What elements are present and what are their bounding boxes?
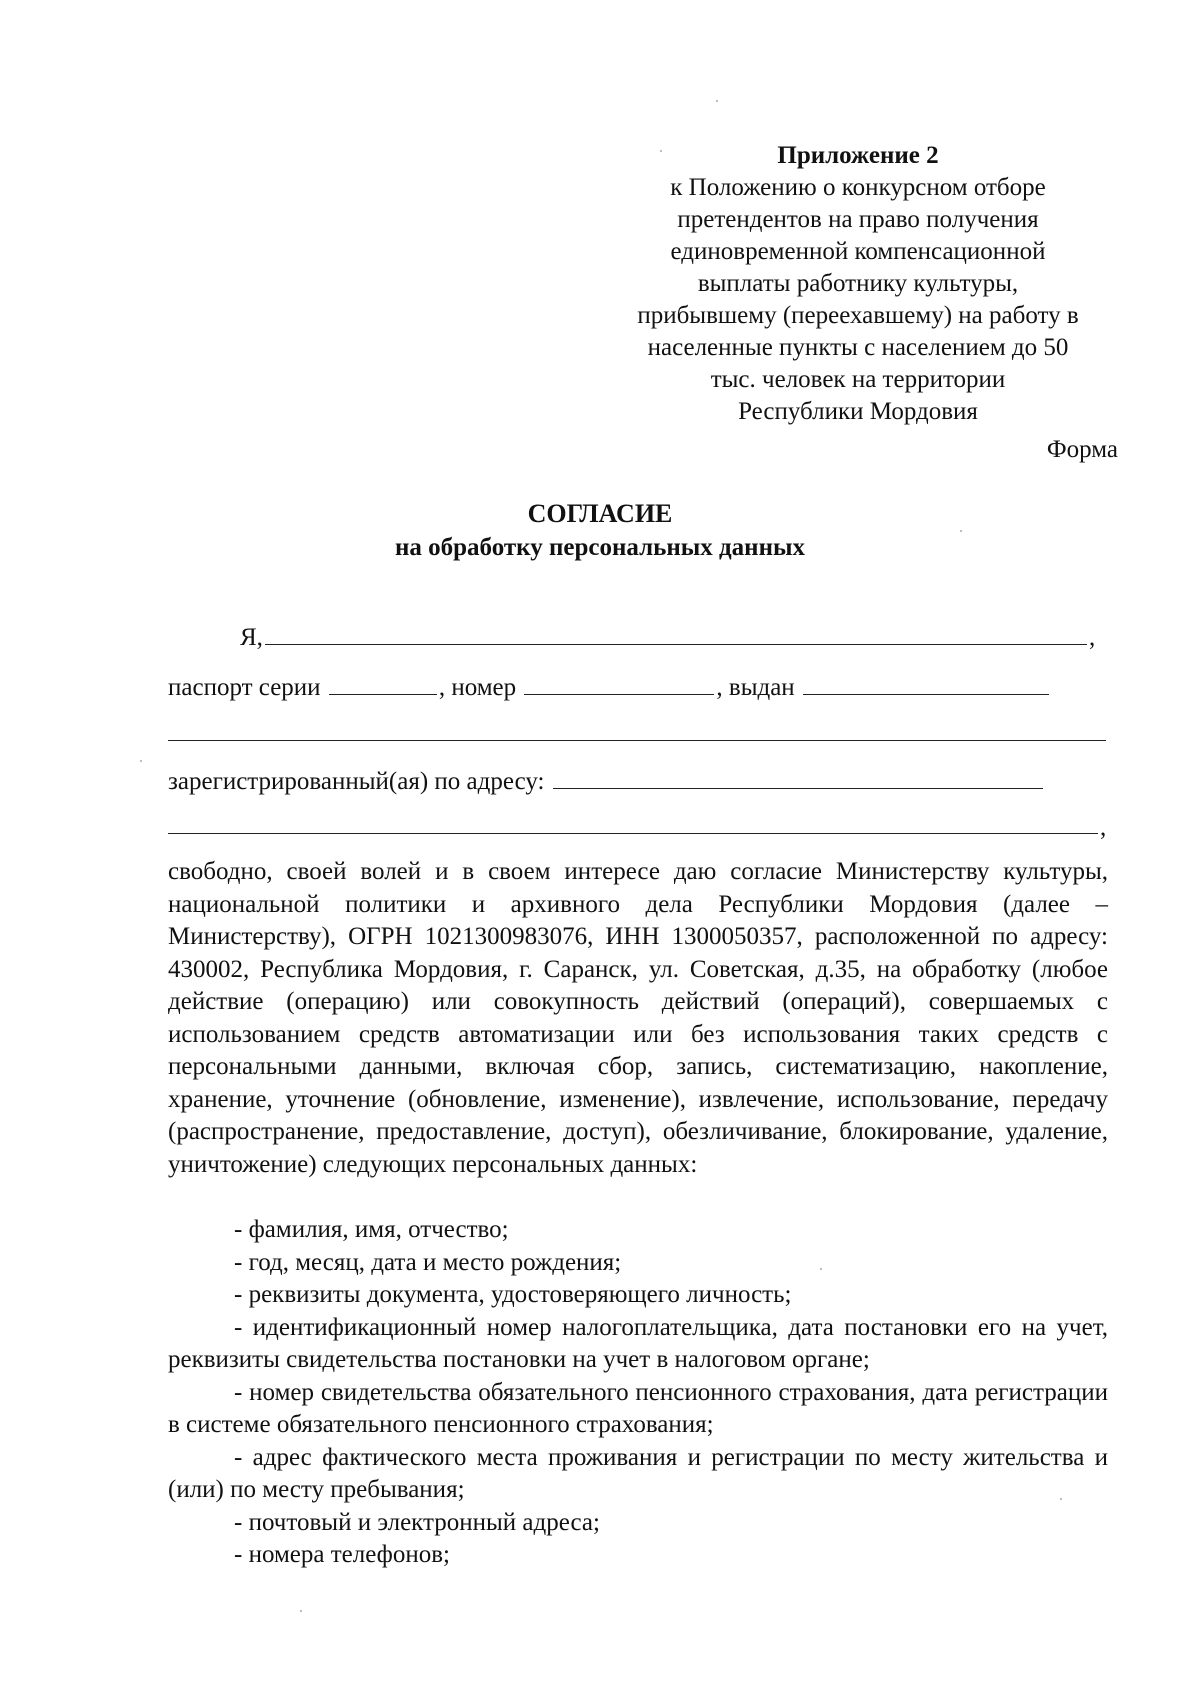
appendix-line: к Положению о конкурсном отборе <box>670 174 1046 201</box>
scan-speck <box>1060 1498 1062 1500</box>
list-item: - фамилия, имя, отчество; <box>234 1216 509 1243</box>
comma: , <box>1088 624 1096 651</box>
consent-text <box>168 856 1108 1181</box>
scan-speck <box>820 1268 822 1270</box>
appendix-line: населенные пункты с населением до 50 <box>647 334 1069 361</box>
scan-speck <box>960 530 962 532</box>
name-line <box>240 618 1095 654</box>
address-line <box>168 762 1045 798</box>
appendix-block <box>598 140 1118 428</box>
number-label: , номер <box>438 674 517 701</box>
appendix-title: Приложение 2 <box>777 142 939 169</box>
scan-speck <box>660 150 662 152</box>
appendix-line: претендентов на право получения <box>677 206 1039 233</box>
list-item: - адрес фактического места проживания и регистрации по месту жительства и (или) по месту пребывания; <box>168 1443 1108 1503</box>
personal-data-list <box>168 1214 1108 1572</box>
appendix-line: прибывшему (переехавшему) на работу в <box>637 302 1079 329</box>
address-comma: , <box>1100 814 1107 841</box>
document-subtitle: на обработку персональных данных <box>395 534 805 561</box>
registered-label: зарегистрированный(ая) по адресу: <box>168 768 545 795</box>
appendix-line: тыс. человек на территории <box>710 366 1006 393</box>
ya-label: Я, <box>240 624 263 651</box>
passport-number-field[interactable] <box>524 668 714 695</box>
address-continuation-field[interactable] <box>168 833 1098 834</box>
consent-paragraph: свободно, своей волей и в своем интересе даю согласие Министерству культуры, национальной политики и архивного дела Республики Мордовия (далее – Министерству), ОГРН 1021300983076, ИНН 1300050357, расположенной по адресу: 430002, Республика Мордовия, г. Саранск, ул. Советская, д.35, на обработку (любое действие (операцию) или совокупность действий (операций), совершаемых с использованием средств автоматизации или без использования таких средств с персональными данными, включая сбор, запись, систематизацию, накопление, хранение, уточнение (обновление, изменение), извлечение, использование, передачу (распространение, предоставление, доступ), обезличивание, блокирование, удаление, уничтожение) следующих персональных данных: <box>168 858 1108 1178</box>
scan-speck <box>716 100 718 102</box>
passport-series-field[interactable] <box>329 668 437 695</box>
passport-series-label: паспорт серии <box>168 674 321 701</box>
scan-speck <box>300 1610 302 1612</box>
appendix-line: единовременной компенсационной <box>670 238 1046 265</box>
issued-by-field[interactable] <box>803 668 1049 695</box>
list-item: - номера телефонов; <box>234 1541 450 1568</box>
full-name-field[interactable] <box>265 618 1087 645</box>
list-item: - номер свидетельства обязательного пенсионного страхования, дата регистрации в системе обязательного пенсионного страхования; <box>168 1378 1108 1438</box>
issued-label: , выдан <box>716 674 795 701</box>
list-item: - год, месяц, дата и место рождения; <box>234 1248 622 1276</box>
list-item: - идентификационный номер налогоплательщика, дата постановки его на учет, реквизиты свидетельства постановки на учет в налоговом органе; <box>168 1313 1108 1373</box>
list-item: - реквизиты документа, удостоверяющего личность; <box>234 1281 792 1308</box>
document-title: СОГЛАСИЕ <box>527 499 673 528</box>
form-label: Форма <box>1046 436 1118 463</box>
appendix-line: Республики Мордовия <box>738 398 978 425</box>
issued-by-continuation-field[interactable] <box>168 740 1106 741</box>
address-field[interactable] <box>553 762 1043 789</box>
passport-line <box>168 668 1051 704</box>
list-item: - почтовый и электронный адреса; <box>234 1508 600 1536</box>
scan-speck <box>140 760 142 762</box>
appendix-line: выплаты работнику культуры, <box>697 270 1019 297</box>
